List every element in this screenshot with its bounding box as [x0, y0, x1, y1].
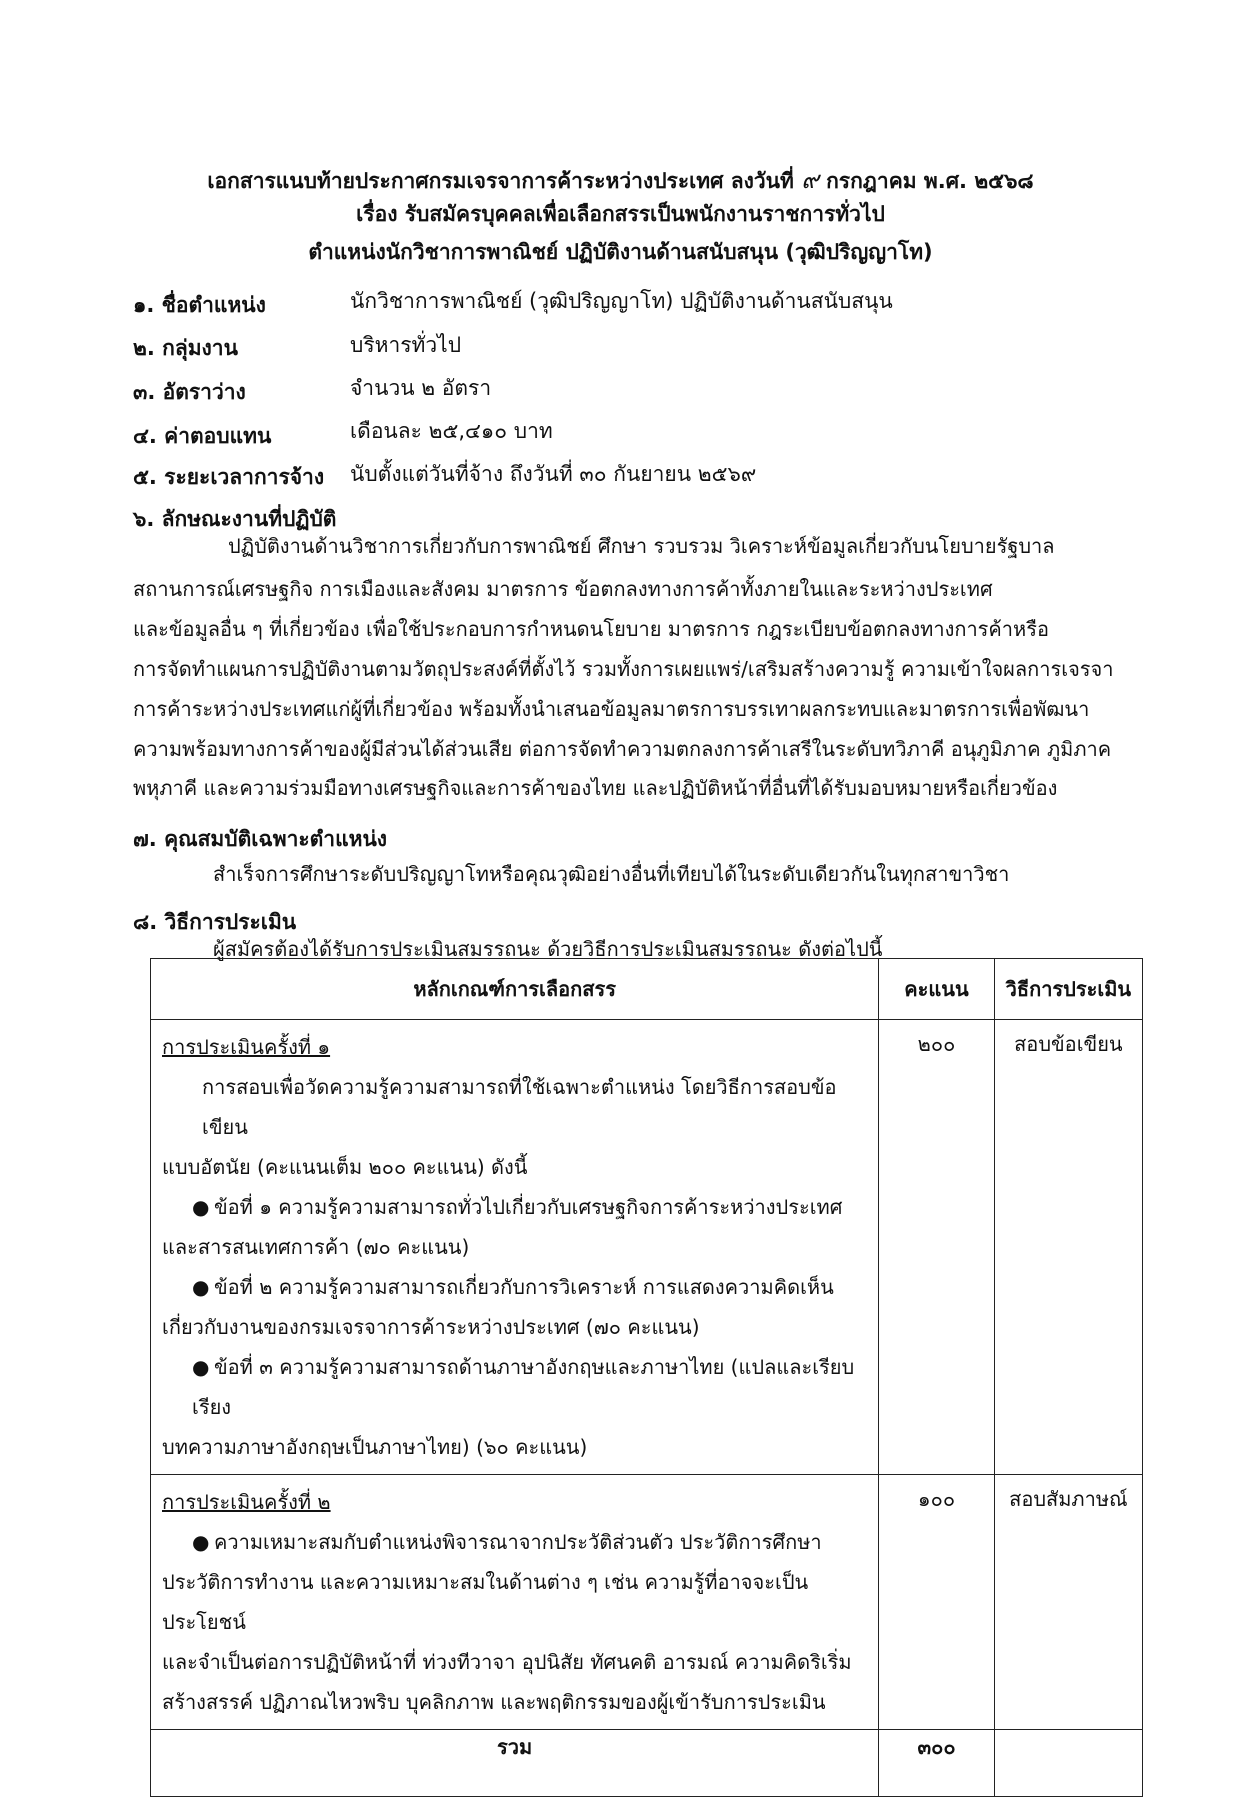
round-1-method: สอบข้อเขียน: [994, 1020, 1142, 1475]
total-score: ๓๐๐: [879, 1730, 994, 1797]
section-7-text: สำเร็จการศึกษาระดับปริญญาโทหรือคุณวุฒิอย่างอื่นที่เทียบได้ในระดับเดียวกันในทุกสาขาวิชา: [213, 862, 1010, 886]
handwritten-day: ๙: [801, 166, 819, 194]
document-header-line-3: ตำแหน่งนักวิชาการพาณิชย์ ปฏิบัติงานด้านสนับสนุน (วุฒิปริญญาโท): [308, 240, 933, 264]
round-2-item-1: ความเหมาะสมกับตำแหน่งพิจารณาจากประวัติส่วนตัว ประวัติการศึกษา: [214, 1530, 822, 1554]
section-8-intro: ผู้สมัครต้องได้รับการประเมินสมรรถนะ ด้วยวิธีการประเมินสมรรถนะ ดังต่อไปนี้: [213, 937, 883, 961]
round-2-title: การประเมินครั้งที่ ๒: [162, 1490, 331, 1514]
document-header-line-2: เรื่อง รับสมัครบุคคลเพื่อเลือกสรรเป็นพนักงานราชการทั่วไป: [356, 202, 885, 226]
header-line1-suffix: กรกฎาคม พ.ศ. ๒๕๖๘: [826, 169, 1034, 193]
field-label-vacancies: ๓. อัตราว่าง: [133, 380, 246, 404]
section-6-line: การจัดทำแผนการปฏิบัติงานตามวัตถุประสงค์ที่ตั้งไว้ รวมทั้งการเผยแพร่/เสริมสร้างความรู้ ความเข้าใจผลการเจรจา: [133, 657, 1114, 681]
round-2-line: ประวัติการทำงาน และความเหมาะสมในด้านต่าง ๆ เช่น ความรู้ที่อาจจะเป็นประโยชน์: [162, 1570, 809, 1634]
selection-criteria-table: [150, 958, 1143, 1797]
bullet-icon: ●: [192, 1530, 210, 1554]
field-value-compensation: เดือนละ ๒๕,๔๑๐ บาท: [350, 419, 553, 443]
round-1-line: การสอบเพื่อวัดความรู้ความสามารถที่ใช้เฉพาะตำแหน่ง โดยวิธีการสอบข้อเขียน: [202, 1075, 837, 1139]
field-value-position: นักวิชาการพาณิชย์ (วุฒิปริญญาโท) ปฏิบัติงานด้านสนับสนุน: [350, 289, 893, 313]
field-label-compensation: ๔. ค่าตอบแทน: [133, 424, 272, 448]
field-value-group: บริหารทั่วไป: [350, 333, 462, 357]
field-value-employment-period: นับตั้งแต่วันที่จ้าง ถึงวันที่ ๓๐ กันยายน ๒๕๖๙: [350, 462, 757, 486]
section-6-line: การค้าระหว่างประเทศแก่ผู้ที่เกี่ยวข้อง พร้อมทั้งนำเสนอข้อมูลมาตรการบรรเทาผลกระทบและมาตรการเพื่อพัฒนา: [133, 697, 1090, 721]
field-label-employment-period: ๕. ระยะเวลาการจ้าง: [133, 465, 325, 489]
column-header-method: วิธีการประเมิน: [994, 959, 1142, 1020]
round-1-item-1: ข้อที่ ๑ ความรู้ความสามารถทั่วไปเกี่ยวกับเศรษฐกิจการค้าระหว่างประเทศ: [214, 1195, 843, 1219]
section-8-title: ๘. วิธีการประเมิน: [133, 910, 297, 934]
round-1-item-2: ข้อที่ ๒ ความรู้ความสามารถเกี่ยวกับการวิเคราะห์ การแสดงความคิดเห็น: [214, 1275, 834, 1299]
round-1-criteria-cell: [151, 1020, 879, 1475]
section-6-line: และข้อมูลอื่น ๆ ที่เกี่ยวข้อง เพื่อใช้ประกอบการกำหนดนโยบาย มาตรการ กฎระเบียบข้อตกลงทางการค้าหรือ: [133, 617, 1049, 641]
table-row-total: [151, 1730, 1143, 1797]
header-line1-prefix: เอกสารแนบท้ายประกาศกรมเจรจาการค้าระหว่างประเทศ ลงวันที่: [207, 169, 794, 193]
round-1-line: บทความภาษาอังกฤษเป็นภาษาไทย) (๖๐ คะแนน): [162, 1435, 588, 1459]
round-1-title: การประเมินครั้งที่ ๑: [162, 1035, 331, 1059]
round-1-line: และสารสนเทศการค้า (๗๐ คะแนน): [162, 1235, 470, 1259]
table-row-round-2: [151, 1475, 1143, 1730]
field-label-group: ๒. กลุ่มงาน: [133, 336, 238, 360]
bullet-icon: ●: [192, 1275, 210, 1299]
total-method: [994, 1730, 1142, 1797]
bullet-icon: ●: [192, 1355, 210, 1379]
round-2-score: ๑๐๐: [879, 1475, 994, 1730]
round-1-line: แบบอัตนัย (คะแนนเต็ม ๒๐๐ คะแนน) ดังนี้: [162, 1155, 528, 1179]
total-label: รวม: [151, 1730, 879, 1797]
round-2-line: และจำเป็นต่อการปฏิบัติหน้าที่ ท่วงทีวาจา อุปนิสัย ทัศนคติ อารมณ์ ความคิดริเริ่ม: [162, 1650, 852, 1674]
document-header-line-1: [0, 160, 1241, 199]
section-6-title: ๖. ลักษณะงานที่ปฏิบัติ: [133, 507, 337, 531]
table-header-row: [151, 959, 1143, 1020]
field-value-vacancies: จำนวน ๒ อัตรา: [350, 376, 492, 400]
bullet-icon: ●: [192, 1195, 210, 1219]
section-6-line: สถานการณ์เศรษฐกิจ การเมืองและสังคม มาตรการ ข้อตกลงทางการค้าทั้งภายในและระหว่างประเทศ: [133, 577, 993, 601]
round-1-item-3: ข้อที่ ๓ ความรู้ความสามารถด้านภาษาอังกฤษและภาษาไทย (แปลและเรียบเรียง: [192, 1355, 855, 1419]
column-header-criteria: หลักเกณฑ์การเลือกสรร: [151, 959, 879, 1020]
table-row-round-1: [151, 1020, 1143, 1475]
section-7-title: ๗. คุณสมบัติเฉพาะตำแหน่ง: [133, 827, 388, 851]
section-6-line: ปฏิบัติงานด้านวิชาการเกี่ยวกับการพาณิชย์ ศึกษา รวบรวม วิเคราะห์ข้อมูลเกี่ยวกับนโยบายรัฐบาล: [228, 534, 1055, 558]
round-2-line: สร้างสรรค์ ปฏิภาณไหวพริบ บุคลิกภาพ และพฤติกรรมของผู้เข้ารับการประเมิน: [162, 1690, 826, 1714]
round-2-criteria-cell: [151, 1475, 879, 1730]
section-6-line: พหุภาคี และความร่วมมือทางเศรษฐกิจและการค้าของไทย และปฏิบัติหน้าที่อื่นที่ได้รับมอบหมายหรือเกี่ยวข้อง: [133, 776, 1058, 800]
round-2-method: สอบสัมภาษณ์: [994, 1475, 1142, 1730]
section-6-line: ความพร้อมทางการค้าของผู้มีส่วนได้ส่วนเสีย ต่อการจัดทำความตกลงการค้าเสรีในระดับทวิภาคี อนุภูมิภาค ภูมิภาค: [133, 737, 1112, 761]
field-label-position: ๑. ชื่อตำแหน่ง: [133, 293, 266, 317]
round-1-line: เกี่ยวกับงานของกรมเจรจาการค้าระหว่างประเทศ (๗๐ คะแนน): [162, 1315, 700, 1339]
round-1-score: ๒๐๐: [879, 1020, 994, 1475]
column-header-score: คะแนน: [879, 959, 994, 1020]
